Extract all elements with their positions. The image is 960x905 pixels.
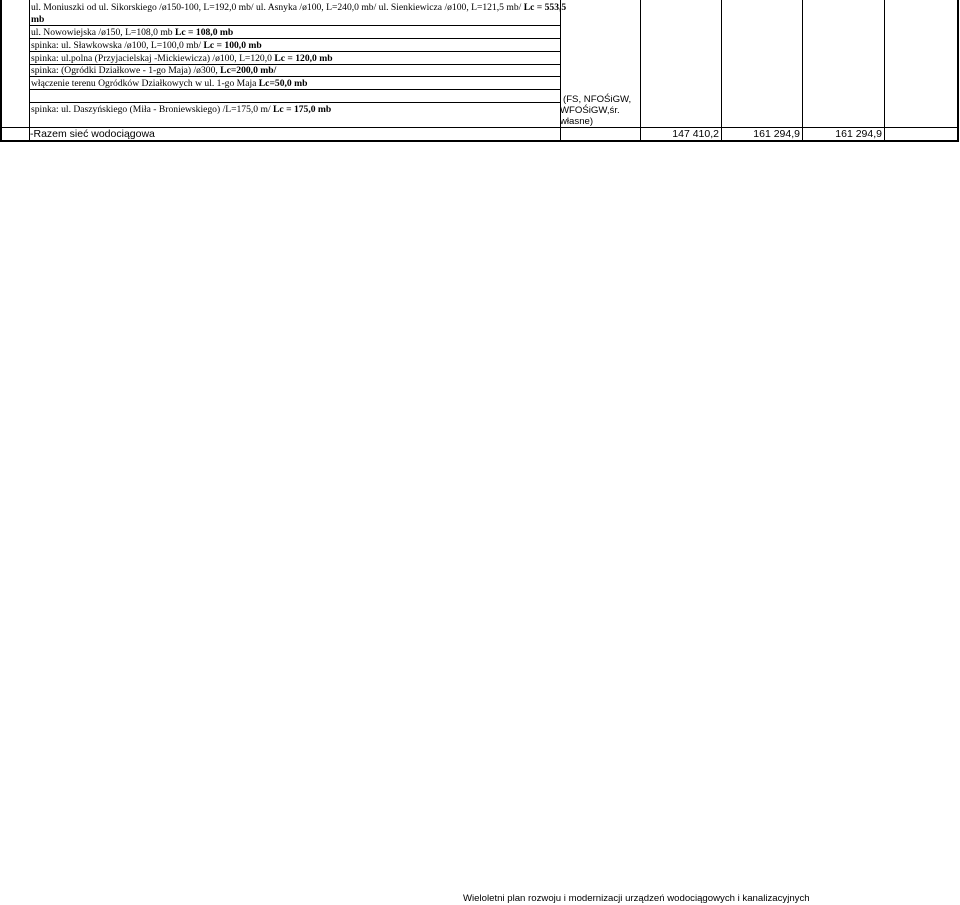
- row-length-unit: mb: [31, 14, 45, 25]
- row-length-total: Lc = 175,0 mb: [273, 104, 332, 115]
- row-length-total: Lc = 108,0 mb: [174, 27, 234, 38]
- table-row-description: [31, 78, 307, 89]
- column-divider: [802, 0, 803, 142]
- table-row-description: [31, 104, 331, 115]
- row-divider: [29, 76, 560, 77]
- column-divider: [884, 0, 885, 142]
- total-value: 161 294,9: [753, 128, 800, 140]
- table-border-left: [0, 0, 2, 142]
- row-divider: [29, 38, 560, 39]
- row-length-total: Lc=200,0 mb/: [220, 65, 277, 76]
- row-text: włączenie terenu Ogródków Działkowych w ul. 1-go Maja: [31, 78, 259, 89]
- table-row-description: [31, 53, 333, 64]
- total-row-bottom-border: [0, 140, 959, 142]
- page-footer: Wieloletni plan rozwoju i modernizacji urządzeń wodociągowych i kanalizacyjnych: [463, 893, 810, 904]
- row-length-total: Lc=50,0 mb: [258, 78, 308, 89]
- total-value: 161 294,9: [835, 128, 882, 140]
- total-value: 147 410,2: [672, 128, 719, 140]
- total-label: -Razem sieć wodociągowa: [30, 128, 155, 140]
- row-divider: [29, 25, 560, 26]
- row-length-total: Lc = 120,0 mb: [274, 53, 333, 64]
- table-row-description: [31, 27, 233, 38]
- row-length-total: Lc = 100,0 mb: [203, 40, 262, 51]
- table-row-description: [31, 40, 262, 51]
- row-text: spinka: ul. Daszyńskiego (Miła - Broniewskiego) /L=175,0 m/: [31, 104, 274, 115]
- row-text: spinka: ul. Sławkowska /ø100, L=100,0 mb/: [31, 40, 204, 51]
- funding-note-line: własne): [560, 116, 594, 127]
- table-row-description: [31, 2, 566, 13]
- funding-sources-note: [560, 116, 593, 127]
- funding-sources-note: [563, 94, 631, 105]
- row-text: ul. Moniuszki od ul. Sikorskiego /ø150-100, L=192,0 mb/ ul. Asnyka /ø100, L=240,0 mb/ ul. Sienkiewicza /ø100, L=121,5 mb/: [31, 2, 524, 13]
- column-divider: [721, 0, 722, 142]
- funding-sources-note: [560, 105, 620, 116]
- row-text: spinka: (Ogródki Działkowe - 1-go Maja) /ø300,: [31, 65, 221, 76]
- row-length-total: Lc = 553,5: [523, 2, 567, 13]
- row-divider: [29, 89, 560, 90]
- row-divider: [29, 51, 560, 52]
- column-divider: [29, 0, 30, 142]
- table-row-description: [31, 65, 276, 76]
- table-border-right: [957, 0, 959, 142]
- row-divider: [29, 102, 560, 103]
- row-text: spinka: ul.polna (Przyjacielskaj -Mickiewicza) /ø100, L=120,0: [31, 53, 275, 64]
- funding-note-line: (FS, NFOŚiGW,: [563, 94, 632, 105]
- column-divider: [640, 0, 641, 142]
- funding-note-line: WFOŚiGW,śr.: [560, 105, 620, 116]
- table-row-description-continued: [31, 14, 44, 25]
- row-text: ul. Nowowiejska /ø150, L=108,0 mb: [31, 27, 175, 38]
- spreadsheet-table: [0, 0, 960, 142]
